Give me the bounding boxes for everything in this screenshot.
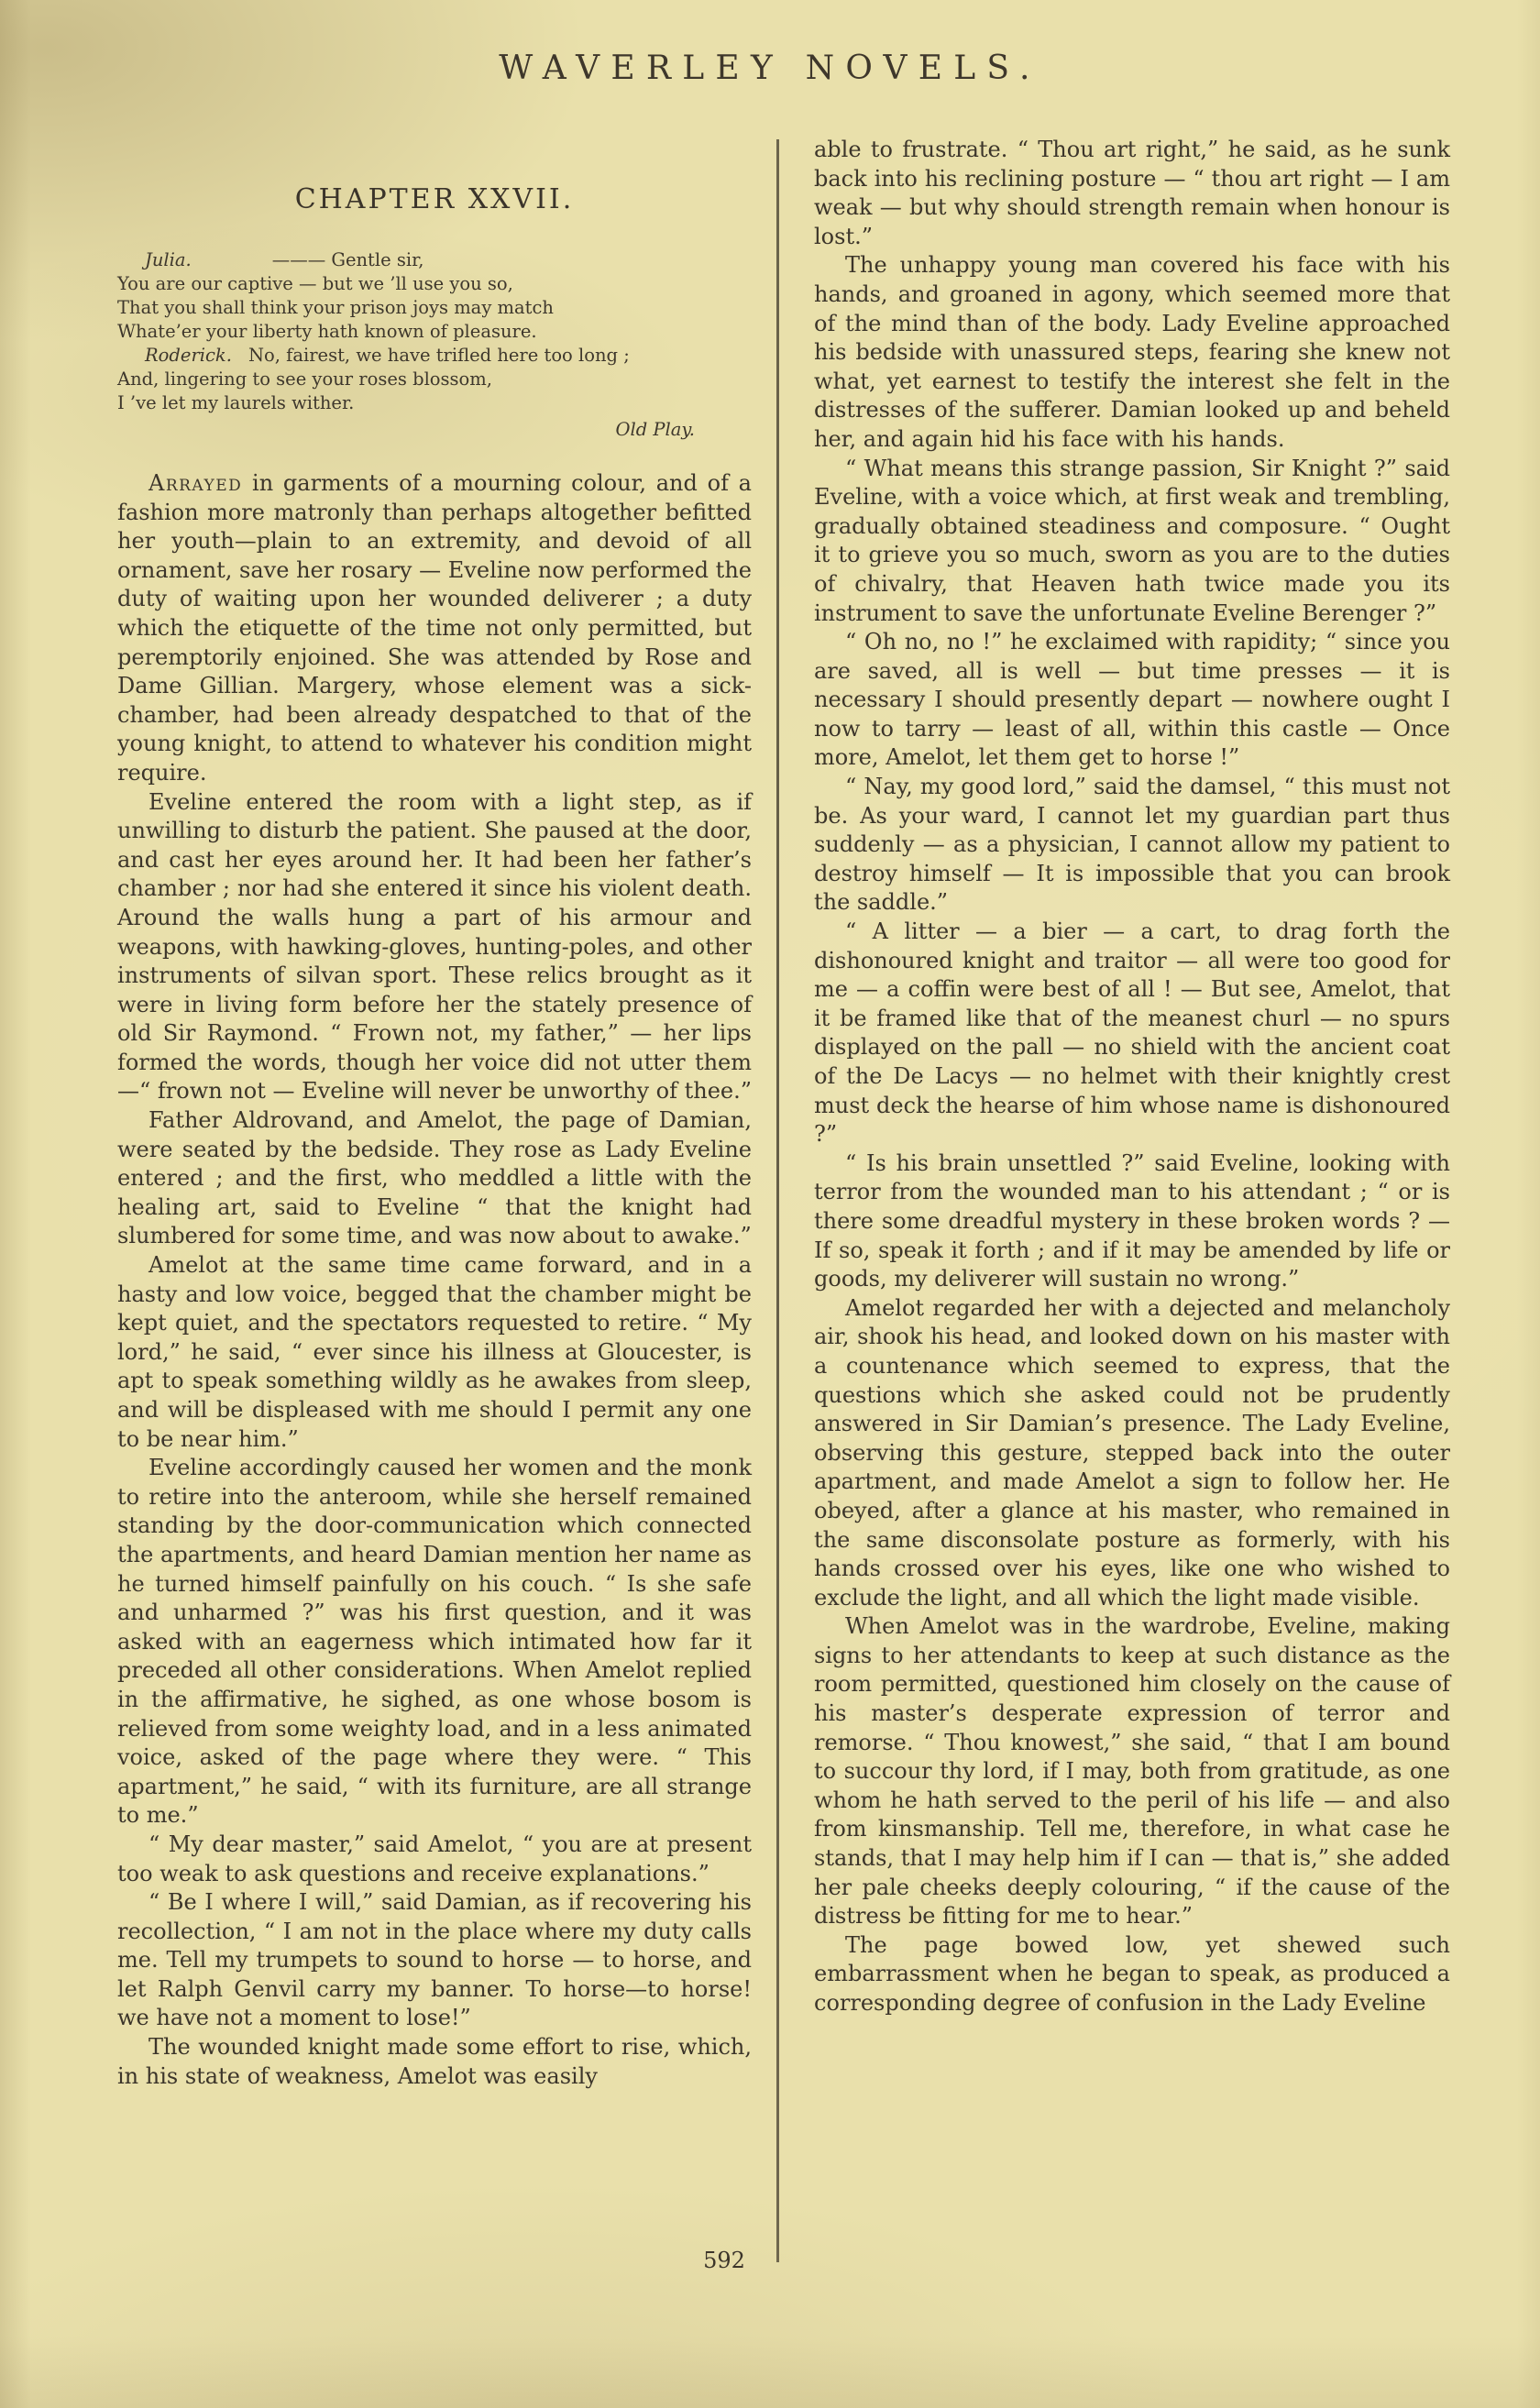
epigraph-text: Whate’er your liberty hath known of pleasure. bbox=[117, 321, 537, 342]
left-column-body bbox=[117, 469, 752, 2091]
epigraph-line bbox=[117, 368, 752, 391]
right-column-body bbox=[814, 136, 1450, 2018]
epigraph-line bbox=[117, 248, 752, 272]
body-paragraph: “ Oh no, no !” he exclaimed with rapidity; “ since you are saved, all is well — but time presses — it is necessary I should presently depart — nowhere ought I now to tarry — least of all, within this castle — Once more, Amelot, let them get to horse !” bbox=[814, 629, 1450, 771]
epigraph-line bbox=[117, 344, 752, 368]
body-paragraph: “ Is his brain unsettled ?” said Eveline, looking with terror from the wounded man to his attendant ; “ or is there some dreadful mystery in these broken words ? — If so, speak it forth ; and if it may be amended by life or goods, my deliverer will sustain no wrong.” bbox=[814, 1149, 1450, 1292]
body-paragraph: The page bowed low, yet shewed such embarrassment when he began to speak, as produced a corresponding degree of confusion in the Lady Eveline bbox=[814, 1931, 1450, 2016]
epigraph-line bbox=[117, 391, 752, 415]
running-title: WAVERLEY NOVELS. bbox=[499, 49, 1041, 87]
body-paragraph: “ My dear master,” said Amelot, “ you are at present too weak to ask questions and receive explanations.” bbox=[117, 1831, 752, 1886]
epigraph-text: I ’ve let my laurels wither. bbox=[117, 392, 355, 413]
paragraph-lead-smallcaps: Arrayed bbox=[148, 470, 243, 496]
epigraph-attribution: Old Play. bbox=[615, 419, 695, 440]
left-column bbox=[117, 137, 752, 2091]
page-number: 592 bbox=[703, 2248, 745, 2273]
body-paragraph: The wounded knight made some effort to rise, which, in his state of weakness, Amelot was easily bbox=[117, 2034, 752, 2089]
body-paragraph: Amelot regarded her with a dejected and melancholy air, shook his head, and looked down on his master with a countenance which seemed to express, that the questions which she asked could not be prudently answered in Sir Damian’s presence. The Lady Eveline, observing this gesture, stepped back into the outer apartment, and made Amelot a sign to follow her. He obeyed, after a glance at his master, who remained in the same disconsolate posture as formerly, with his hands crossed over his eyes, like one who wished to exclude the light, and all which the light made visible. bbox=[814, 1294, 1450, 1611]
epigraph-line bbox=[117, 320, 752, 344]
epigraph bbox=[117, 248, 752, 442]
body-paragraph: The unhappy young man covered his face with his hands, and groaned in agony, which seemed more that of the mind than of the body. Lady Eveline approached his bedside with unassured steps, fearing she knew not what, yet earnest to testify the interest she felt in the distresses of the sufferer. Damian looked up and beheld her, and again hid his face with his hands. bbox=[814, 252, 1450, 452]
right-column bbox=[814, 136, 1450, 2018]
body-paragraph: Eveline accordingly caused her women and the monk to retire into the anteroom, while she herself remained standing by the door-communication which connected the apartments, and heard Damian mention her name as he turned himself painfully on his couch. “ Is she safe and unharmed ?” was his first question, and it was asked with an eagerness which intimated how far it preceded all other considerations. When Amelot replied in the affirmative, he sighed, as one whose bosom is relieved from some weighty load, and in a less animated voice, asked of the page where they were. “ This apartment,” he said, “ with its furniture, are all strange to me.” bbox=[117, 1455, 752, 1829]
body-paragraph: “ Be I where I will,” said Damian, as if recovering his recollection, “ I am not in the place where my duty calls me. Tell my trumpets to sound to horse — to horse, and let Ralph Genvil carry my banner. To horse—to horse! we have not a moment to lose!” bbox=[117, 1889, 752, 2031]
body-paragraph: Amelot at the same time came forward, and in a hasty and low voice, begged that the chamber might be kept quiet, and the spectators requested to retire. “ My lord,” he said, “ ever since his illness at Gloucester, is apt to speak something wildly as he awakes from sleep, and will be displeased with me should I permit any one to be near him.” bbox=[117, 1252, 752, 1452]
body-paragraph: When Amelot was in the wardrobe, Eveline, making signs to her attendants to keep at such distance as the room permitted, questioned him closely on the cause of his master’s desperate expression of terror and remorse. “ Thou knowest,” she said, “ that I am bound to succour thy lord, if I may, both from gratitude, as one whom he hath served to the peril of his life — and also from kinsmanship. Tell me, therefore, in what case he stands, that I may help him if I can — that is,” she added her pale cheeks deeply colouring, “ if the cause of the distress be fitting for me to hear.” bbox=[814, 1613, 1450, 1930]
epigraph-line bbox=[117, 296, 752, 320]
chapter-heading: CHAPTER XXVII. bbox=[294, 183, 575, 215]
epigraph-line bbox=[117, 272, 752, 296]
body-paragraph: able to frustrate. “ Thou art right,” he said, as he sunk back into his reclining posture — “ thou art right — I am weak — but why should strength remain when honour is lost.” bbox=[814, 137, 1450, 249]
paragraph-text: in garments of a mourning colour, and of a fashion more matronly than perhaps altogether befitted her youth—plain to an extremity, and devoid of all ornament, save her rosary — Eveline now performed the duty of waiting upon her wounded deliverer ; a duty which the etiquette of the time not only permitted, but peremptorily enjoined. She was attended by Rose and Dame Gillian. Margery, whose element was a sick-chamber, had been already despatched to that of the young knight, to attend to whatever his condition might require. bbox=[117, 470, 752, 786]
column-divider-rule bbox=[776, 139, 779, 2262]
epigraph-text: No, fairest, we have trifled here too long ; bbox=[248, 345, 630, 366]
body-paragraph: Eveline entered the room with a light step, as if unwilling to disturb the patient. She paused at the door, and cast her eyes around her. It had been her father’s chamber ; nor had she entered it since his violent death. Around the walls hung a part of his armour and weapons, with hawking-gloves, hunting-poles, and other instruments of silvan sport. These relics brought as it were in living form before her the stately presence of old Sir Raymond. “ Frown not, my father,” — her lips formed the words, though her voice did not utter them—“ frown not — Eveline will never be unworthy of thee.” bbox=[117, 788, 753, 1105]
body-paragraph bbox=[117, 469, 752, 788]
epigraph-text: ——— Gentle sir, bbox=[271, 249, 424, 270]
body-paragraph: “ A litter — a bier — a cart, to drag forth the dishonoured knight and traitor — all were too good for me — a coffin were best of all ! — But see, Amelot, that it be framed like that of the meanest churl — no spurs displayed on the pall — no shield with the ancient coat of the De Lacys — no helmet with their knightly crest must deck the hearse of him whose name is dishonoured ?” bbox=[814, 918, 1450, 1148]
epigraph-speaker: Roderick. bbox=[145, 345, 232, 366]
body-paragraph: Father Aldrovand, and Amelot, the page of Damian, were seated by the bedside. They rose as Lady Eveline entered ; and the first, who meddled a little with the healing art, said to Eveline “ that the knight had slumbered for some time, and was now about to awake.” bbox=[117, 1107, 752, 1249]
epigraph-speaker: Julia. bbox=[145, 249, 192, 270]
body-paragraph: “ What means this strange passion, Sir Knight ?” said Eveline, with a voice which, at first weak and trembling, gradually obtained steadiness and composure. “ Ought it to grieve you so much, sworn as you are to the duties of chivalry, that Heaven hath twice made you its instrument to save the unfortunate Eveline Berenger ?” bbox=[814, 455, 1450, 626]
epigraph-text: You are our captive — but we ’ll use you so, bbox=[117, 273, 513, 294]
epigraph-text: That you shall think your prison joys may match bbox=[117, 297, 554, 318]
body-paragraph: “ Nay, my good lord,” said the damsel, “ this must not be. As your ward, I cannot let my guardian part thus suddenly — as a physician, I cannot allow my patient to destroy himself — It is impossible that you can brook the saddle.” bbox=[814, 774, 1450, 916]
epigraph-text: And, lingering to see your roses blossom, bbox=[117, 368, 492, 390]
